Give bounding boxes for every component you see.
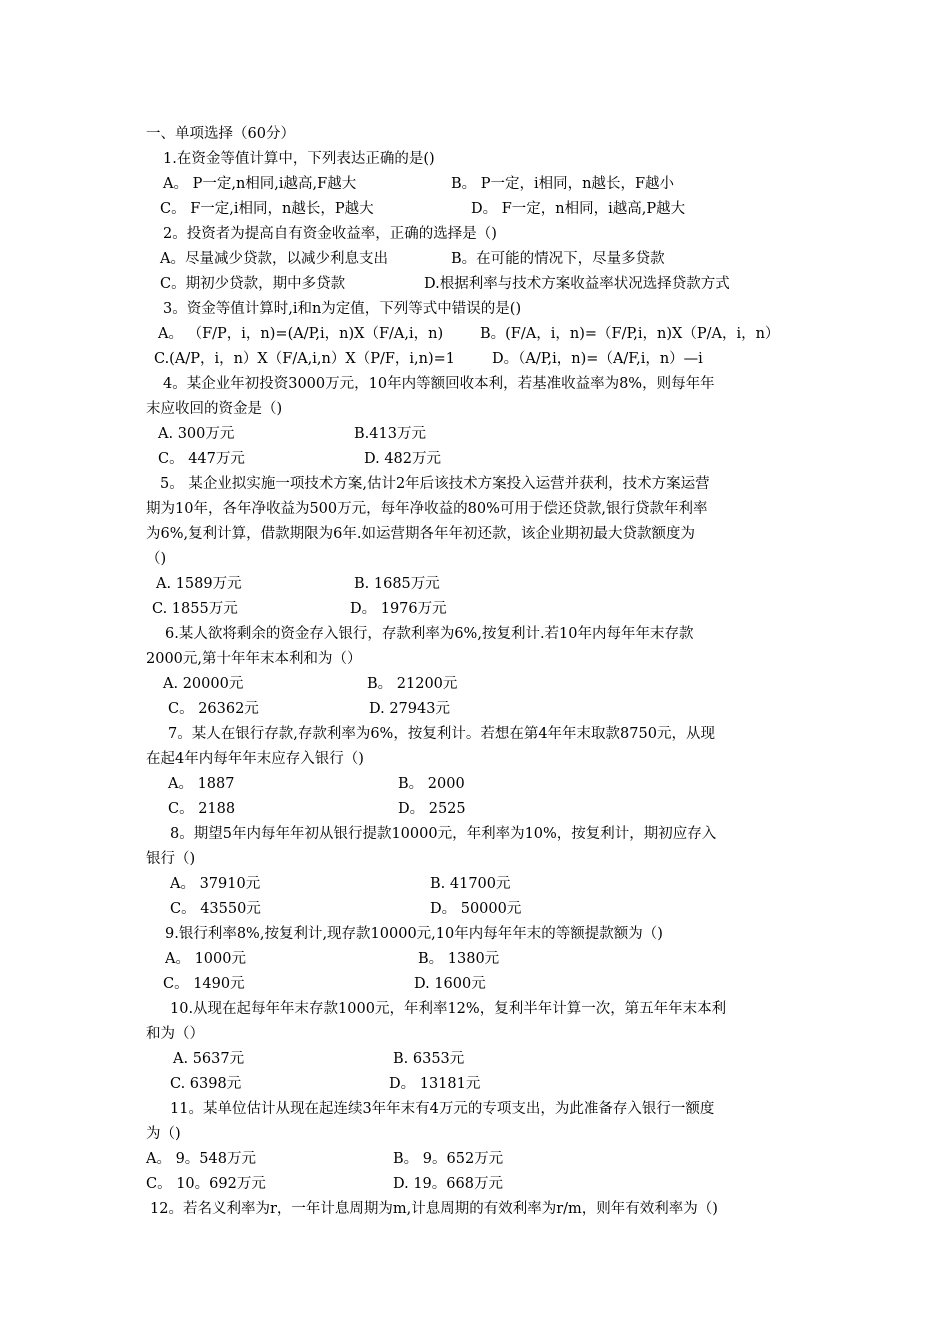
option-b: B. 6353元 [393, 1051, 465, 1067]
option-b: B。 1380元 [418, 951, 500, 967]
option-c: C. 6398元 [170, 1076, 242, 1092]
option-d: D。 F一定，n相同，i越高,P越大 [471, 201, 686, 217]
option-c: C。 2188 [168, 801, 236, 817]
question-stem: 为（) [146, 1126, 181, 1142]
question-stem: 10.从现在起每年年末存款1000元，年利率12%，复利半年计算一次，第五年年末本利 [170, 1001, 727, 1017]
option-a: A。 1887 [168, 776, 235, 792]
option-d: D。 13181元 [389, 1076, 481, 1092]
option-a: A. 20000元 [163, 676, 244, 692]
option-b: B. 1685万元 [354, 576, 440, 592]
question-stem: 期为10年，各年净收益为500万元，每年净收益的80%可用于偿还贷款,银行贷款年利率 [146, 501, 708, 517]
option-c: C. 1855万元 [152, 601, 238, 617]
option-c: C。 F一定,i相同，n越长，P越大 [160, 201, 374, 217]
option-b: B。 9。652万元 [393, 1151, 504, 1167]
question-stem: 2。投资者为提高自有资金收益率，正确的选择是（) [163, 226, 497, 242]
option-a: A。 9。548万元 [146, 1151, 256, 1167]
option-a: A. 5637元 [173, 1051, 245, 1067]
option-a: A。 1000元 [165, 951, 246, 967]
option-d: D。 1976万元 [350, 601, 447, 617]
question-stem: 在起4年内每年年末应存入银行（) [146, 751, 364, 767]
option-c: C。 10。692万元 [146, 1176, 266, 1192]
question-stem: 末应收回的资金是（) [146, 401, 283, 417]
option-d: D. 482万元 [364, 451, 442, 467]
option-d: D.根据利率与技术方案收益率状况选择贷款方式 [424, 276, 730, 292]
option-b: B。 P一定，i相同，n越长，F越小 [451, 176, 675, 192]
option-c: C。期初少贷款，期中多贷款 [160, 276, 346, 292]
question-stem: 6.某人欲将剩余的资金存入银行，存款利率为6%,按复利计.若10年内每年年末存款 [165, 626, 694, 642]
option-d: D。 2525 [398, 801, 466, 817]
option-d: D。 50000元 [430, 901, 522, 917]
option-c: C。 447万元 [158, 451, 245, 467]
question-stem: 11。某单位估计从现在起连续3年年末有4万元的专项支出，为此准备存入银行一额度 [170, 1101, 715, 1117]
option-a: A。尽量减少贷款，以减少利息支出 [160, 251, 388, 267]
option-c: C.(A/P，i，n）X（F/A,i,n）X（P/F，i,n)=1 [154, 351, 456, 367]
question-stem: 和为（） [146, 1026, 204, 1042]
option-a: A。 37910元 [170, 876, 261, 892]
option-d: D. 19。668万元 [393, 1176, 503, 1192]
question-stem: 12。若名义利率为r，一年计息周期为m,计息周期的有效利率为r/m，则年有效利率为（) [150, 1201, 718, 1217]
question-stem: 3。资金等值计算时,i和n为定值，下列等式中错误的是() [163, 301, 522, 317]
question-stem: 5。 某企业拟实施一项技术方案,估计2年后该技术方案投入运营并获利，技术方案运营 [160, 476, 710, 492]
option-c: C。 26362元 [168, 701, 259, 717]
question-stem: 7。某人在银行存款,存款利率为6%，按复利计。若想在第4年年末取款8750元，从现 [168, 726, 715, 742]
option-d: D。（A/P,i，n)=（A/F,i，n）—i [492, 351, 703, 367]
option-b: B. 41700元 [430, 876, 511, 892]
option-b: B。 2000 [398, 776, 465, 792]
option-c: C。 43550元 [170, 901, 261, 917]
option-d: D. 1600元 [414, 976, 486, 992]
question-stem: 2000元,第十年年末本利和为（） [146, 651, 362, 667]
option-d: D. 27943元 [369, 701, 450, 717]
option-a: A。 P一定,n相同,i越高,F越大 [163, 176, 357, 192]
option-b: B.413万元 [354, 426, 426, 442]
section-title: 一、单项选择（60分） [146, 126, 295, 142]
question-stem: 为6%,复利计算，借款期限为6年.如运营期各年年初还款，该企业期初最大贷款额度为 [146, 526, 695, 542]
option-b: B。 21200元 [367, 676, 458, 692]
question-stem: 1.在资金等值计算中，下列表达正确的是() [163, 151, 435, 167]
question-stem: （) [146, 551, 167, 567]
question-stem: 银行（) [146, 851, 196, 867]
option-a: A。 （F/P，i，n)=(A/P,i，n)X（F/A,i，n) [158, 326, 444, 342]
question-stem: 4。某企业年初投资3000万元，10年内等额回收本利，若基准收益率为8%，则每年年 [163, 376, 715, 392]
question-stem: 9.银行利率8%,按复利计,现存款10000元,10年内每年年末的等额提款额为（) [165, 926, 663, 942]
option-a: A. 1589万元 [156, 576, 242, 592]
option-b: B。(F/A，i，n)=（F/P,i，n)X（P/A，i，n） [480, 326, 780, 342]
option-a: A. 300万元 [158, 426, 235, 442]
option-c: C。 1490元 [163, 976, 245, 992]
option-b: B。在可能的情况下，尽量多贷款 [451, 251, 665, 267]
question-stem: 8。期望5年内每年年初从银行提款10000元，年利率为10%，按复利计，期初应存入 [170, 826, 717, 842]
